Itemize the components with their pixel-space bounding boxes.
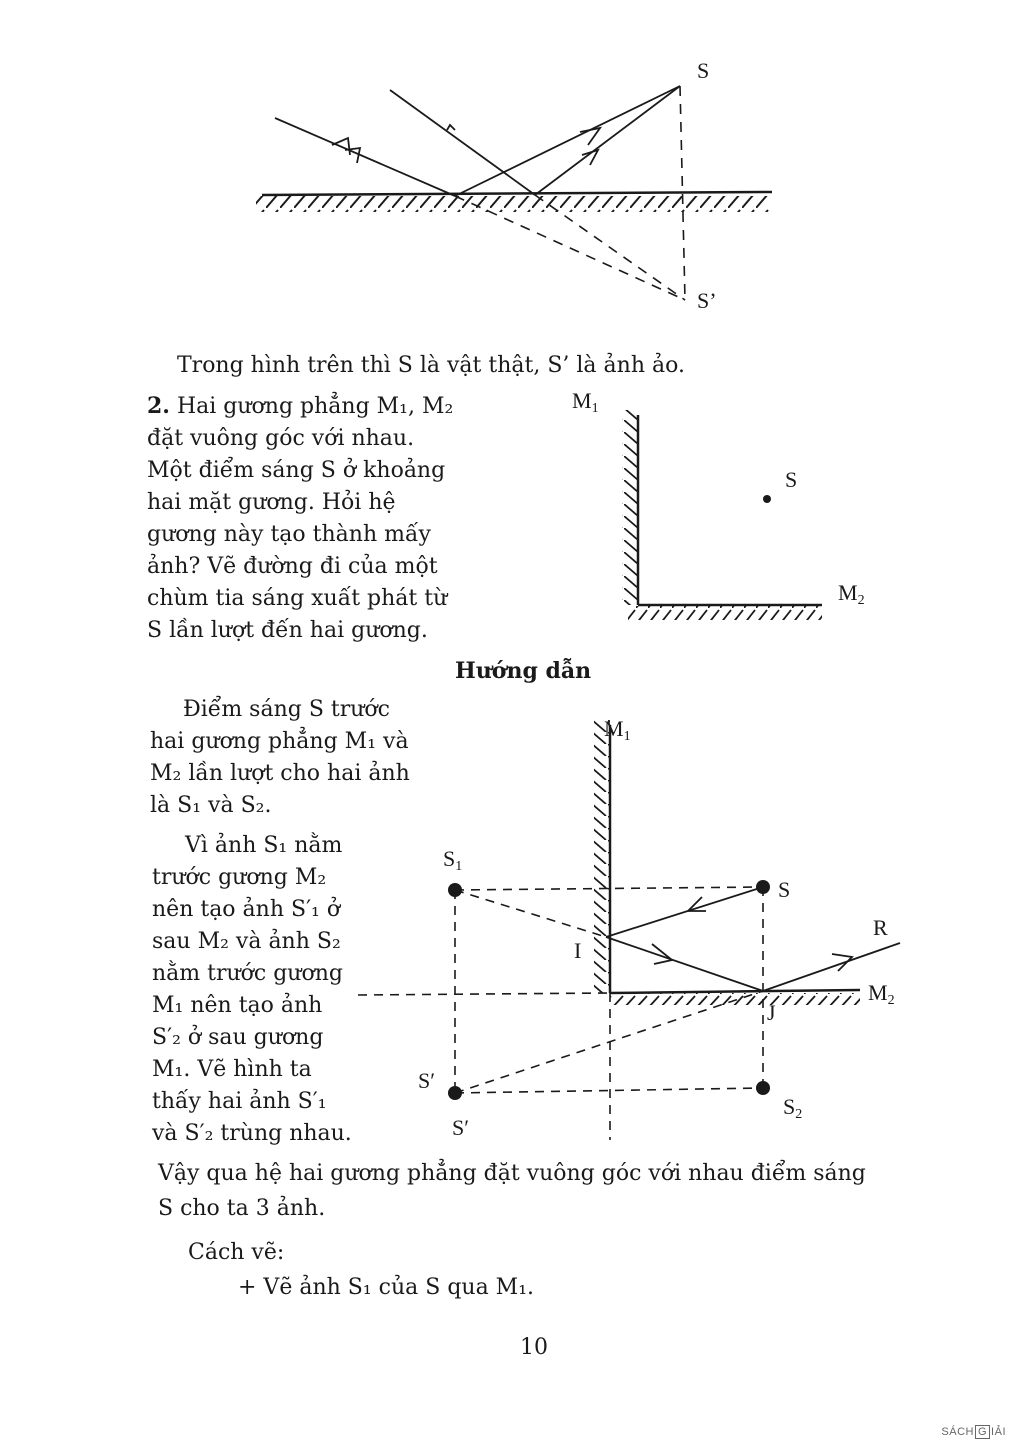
guide-line: sau M₂ và ảnh S₂ [152, 929, 341, 954]
problem-line: Một điểm sáng S ở khoảng [147, 458, 446, 483]
guide-line: M₁ nên tạo ảnh [152, 993, 323, 1018]
guide-line: M₁. Vẽ hình ta [152, 1057, 312, 1082]
conclusion-line-2: S cho ta 3 ảnh. [158, 1196, 326, 1221]
guide-line: và S′₂ trùng nhau. [152, 1121, 352, 1146]
method-title: Cách vẽ: [188, 1240, 285, 1265]
label-S-prime: S’ [697, 288, 717, 313]
guide-line: Vì ảnh S₁ nằm [185, 833, 343, 858]
method-step-1: + Vẽ ảnh S₁ của S qua M₁. [238, 1275, 535, 1300]
caption-figure-1: Trong hình trên thì S là vật thật, S’ là ảnh ảo. [177, 353, 685, 378]
label-S2: S2 [783, 1094, 803, 1122]
heading-huong-dan: Hướng dẫn [455, 658, 592, 684]
page-number: 10 [520, 1335, 548, 1360]
construction-lines [358, 887, 763, 1140]
point-S-prime [448, 1086, 462, 1100]
mirror-M2 [610, 990, 860, 993]
light-rays [606, 887, 900, 991]
mirror-M1-hatching [594, 720, 610, 993]
label-M1: M1 [604, 716, 631, 744]
guide-line: là S₁ và S₂. [150, 793, 272, 818]
problem-line: chùm tia sáng xuất phát từ [147, 586, 448, 611]
label-S: S [785, 467, 798, 492]
label-M2: M2 [838, 580, 865, 608]
label-I: I [574, 938, 582, 963]
problem-line: đặt vuông góc với nhau. [147, 426, 415, 451]
guide-line: nên tạo ảnh S′₁ ở [152, 897, 341, 922]
guide-line: trước gương M₂ [152, 865, 327, 890]
point-S1 [448, 883, 462, 897]
problem-number: 2. [147, 393, 170, 419]
watermark-logo [941, 1425, 1006, 1439]
point-S [756, 880, 770, 894]
problem-text: Hai gương phẳng M₁, M₂ [176, 394, 454, 419]
guide-line: thấy hai ảnh S′₁ [152, 1089, 327, 1114]
guide-line: M₂ lần lượt cho hai ảnh [150, 761, 410, 786]
label-S-prime-upper: S′ [418, 1068, 436, 1093]
guide-line: nằm trước gương [152, 961, 343, 986]
problem-line: hai mặt gương. Hỏi hệ [147, 490, 396, 515]
watermark-right: IẢI [991, 1426, 1006, 1438]
mirror-M2-hatching [610, 993, 860, 1005]
problem-line: S lần lượt đến hai gương. [147, 618, 428, 643]
label-S1: S1 [443, 846, 463, 874]
point-S2 [756, 1081, 770, 1095]
guide-line: hai gương phẳng M₁ và [150, 729, 409, 754]
guide-line: S′₂ ở sau gương [152, 1025, 324, 1050]
label-M2: M2 [868, 980, 895, 1008]
label-J: J [767, 1000, 776, 1025]
label-S: S [697, 58, 710, 83]
conclusion-line-1: Vậy qua hệ hai gương phẳng đặt vuông góc với nhau điểm sáng [158, 1161, 866, 1186]
guide-line: Điểm sáng S trước [183, 697, 390, 722]
label-M1: M1 [572, 388, 599, 416]
label-S-prime-lower: S′ [452, 1115, 470, 1140]
problem-line: gương này tạo thành mấy [147, 522, 431, 547]
label-S: S [778, 877, 791, 902]
problem-line: ảnh? Vẽ đường đi của một [147, 554, 438, 579]
watermark-left: SÁCH [941, 1426, 974, 1438]
watermark-box: G [975, 1425, 990, 1439]
label-R: R [873, 915, 888, 940]
